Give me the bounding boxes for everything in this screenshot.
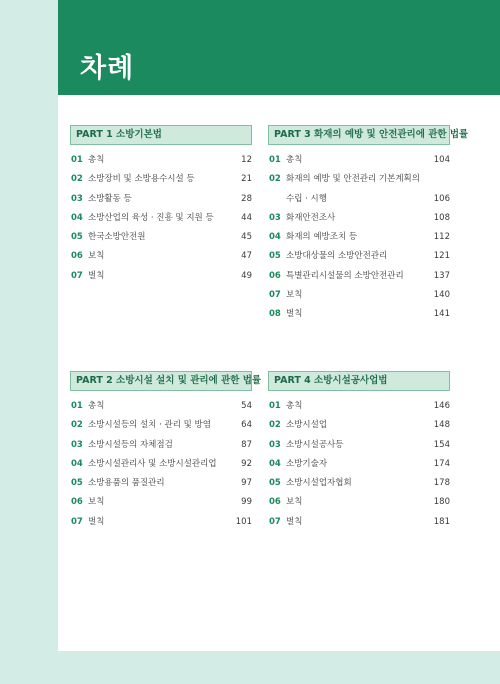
entry-page: 47 [241,251,252,262]
entry-label: 소방시설관리사 및 소방시설관리업 [88,458,217,469]
entry-label: 소방활동 등 [88,193,132,204]
part-2-section [70,371,262,532]
entry-label: 보칙 [88,497,105,508]
entry-number: 02 [269,420,281,431]
entry-number: 04 [71,212,83,223]
toc-entry[interactable] [268,170,450,209]
entry-page: 92 [241,458,252,469]
entry-page: 106 [433,193,450,204]
toc-entry[interactable] [268,267,450,286]
toc-entry[interactable] [268,209,450,228]
entry-page: 12 [241,155,252,165]
toc-entry[interactable] [268,247,450,266]
toc-entry[interactable] [70,397,252,416]
entry-page: 141 [433,309,450,320]
entry-label: 보칙 [286,497,303,508]
entry-number: 04 [269,232,281,243]
toc-entry[interactable] [70,455,252,474]
entry-page: 148 [433,420,450,431]
part-heading: PART 2 소방시설 설치 및 관리에 관한 법률 [70,371,252,391]
entry-page: 54 [241,401,252,411]
entry-number: 07 [269,516,281,527]
entry-number: 06 [71,251,83,262]
toc-entry[interactable] [70,474,252,493]
entry-label: 한국소방안전원 [88,232,146,243]
header-band [58,0,500,95]
entry-page: 137 [433,270,450,281]
entry-label: 벌칙 [88,516,105,527]
entry-label: 총칙 [286,401,303,411]
entry-page: 99 [241,497,252,508]
entry-label: 벌칙 [286,309,303,320]
entry-label: 소방장비 및 소방용수시설 등 [88,174,195,185]
entry-number: 02 [269,174,281,185]
toc-entry[interactable] [268,493,450,512]
part-1-section [70,125,252,286]
entry-label: 총칙 [286,155,303,165]
toc-entry[interactable] [70,436,252,455]
entry-number: 06 [71,497,83,508]
part-3-section [268,125,469,325]
toc-entry[interactable] [268,397,450,416]
entry-page: 108 [433,212,450,223]
entry-number: 05 [71,478,83,489]
entry-label: 소방시설업자협회 [286,478,352,489]
toc-entry[interactable] [268,455,450,474]
entry-page: 49 [241,270,252,281]
entry-page: 121 [433,251,450,262]
entry-label: 소방시설등의 자체점검 [88,439,173,450]
entry-page: 140 [433,290,450,301]
entry-label: 소방시설공사등 [286,439,344,450]
toc-entry[interactable] [268,286,450,305]
entry-page: 174 [433,458,450,469]
entry-page: 97 [241,478,252,489]
entry-label: 벌칙 [286,516,303,527]
toc-entry[interactable] [268,151,450,170]
entry-number: 01 [71,155,83,165]
entry-page: 154 [433,439,450,450]
entry-label: 보칙 [286,290,303,301]
entry-number: 03 [269,212,281,223]
toc-entry[interactable] [268,305,450,324]
entry-page: 87 [241,439,252,450]
entry-number: 01 [71,401,83,411]
entry-number: 06 [269,270,281,281]
part-4-section [268,371,450,532]
entry-label: 소방기술자 [286,458,328,469]
entry-label: 특별관리시설물의 소방안전관리 [286,270,404,281]
entry-page: 21 [241,174,252,185]
toc-entry[interactable] [268,474,450,493]
toc-entry[interactable] [70,513,252,532]
entry-page: 101 [235,516,252,527]
entry-number: 01 [269,155,281,165]
entry-number: 08 [269,309,281,320]
toc-entry[interactable] [268,416,450,435]
toc-entry[interactable] [70,228,252,247]
part-heading: PART 4 소방시설공사업법 [268,371,450,391]
entry-label: 보칙 [88,251,105,262]
toc-entry[interactable] [268,228,450,247]
entry-label: 소방용품의 품질관리 [88,478,165,489]
entry-number: 05 [269,478,281,489]
entry-label-continued: 수립 · 시행 [286,193,327,204]
entry-page: 112 [433,232,450,243]
entry-page: 180 [433,497,450,508]
entry-label: 화재안전조사 [286,212,336,223]
entry-page: 45 [241,232,252,243]
toc-entry[interactable] [268,436,450,455]
entry-page: 64 [241,420,252,431]
toc-entry[interactable] [268,513,450,532]
entry-label: 벌칙 [88,270,105,281]
entry-number: 01 [269,401,281,411]
entry-label: 화재의 예방조치 등 [286,232,358,243]
entry-label: 소방산업의 육성 · 진흥 및 지원 등 [88,212,214,223]
entry-number: 07 [71,270,83,281]
entry-page: 44 [241,212,252,223]
entry-number: 03 [71,439,83,450]
entry-label: 총칙 [88,401,105,411]
entry-number: 06 [269,497,281,508]
entry-number: 04 [269,458,281,469]
entry-label: 소방대상물의 소방안전관리 [286,251,388,262]
entry-label: 총칙 [88,155,105,165]
page-background [58,0,500,651]
entry-label: 소방시설업 [286,420,328,431]
entry-number: 02 [71,420,83,431]
entry-page: 104 [433,155,450,165]
entry-number: 02 [71,174,83,185]
toc-entry[interactable] [70,190,252,209]
entry-number: 05 [71,232,83,243]
entry-label: 화재의 예방 및 안전관리 기본계획의 [286,174,420,185]
entry-number: 07 [71,516,83,527]
entry-number: 07 [269,290,281,301]
entry-page: 28 [241,193,252,204]
entry-page: 146 [433,401,450,411]
entry-label: 소방시설등의 설치 · 관리 및 방염 [88,420,211,431]
toc-entry[interactable] [70,209,252,228]
entry-page: 181 [433,516,450,527]
entry-number: 03 [269,439,281,450]
entry-page: 178 [433,478,450,489]
toc-entry[interactable] [70,493,252,512]
part-heading: PART 1 소방기본법 [70,125,252,145]
toc-entry[interactable] [70,247,252,266]
entry-number: 03 [71,193,83,204]
toc-entry[interactable] [70,416,252,435]
toc-entry[interactable] [70,267,252,286]
page-title: 차례 [80,53,135,84]
toc-entry[interactable] [70,170,252,189]
entry-number: 05 [269,251,281,262]
part-heading: PART 3 화재의 예방 및 안전관리에 관한 법률 [268,125,450,145]
toc-entry[interactable] [70,151,252,170]
entry-number: 04 [71,458,83,469]
